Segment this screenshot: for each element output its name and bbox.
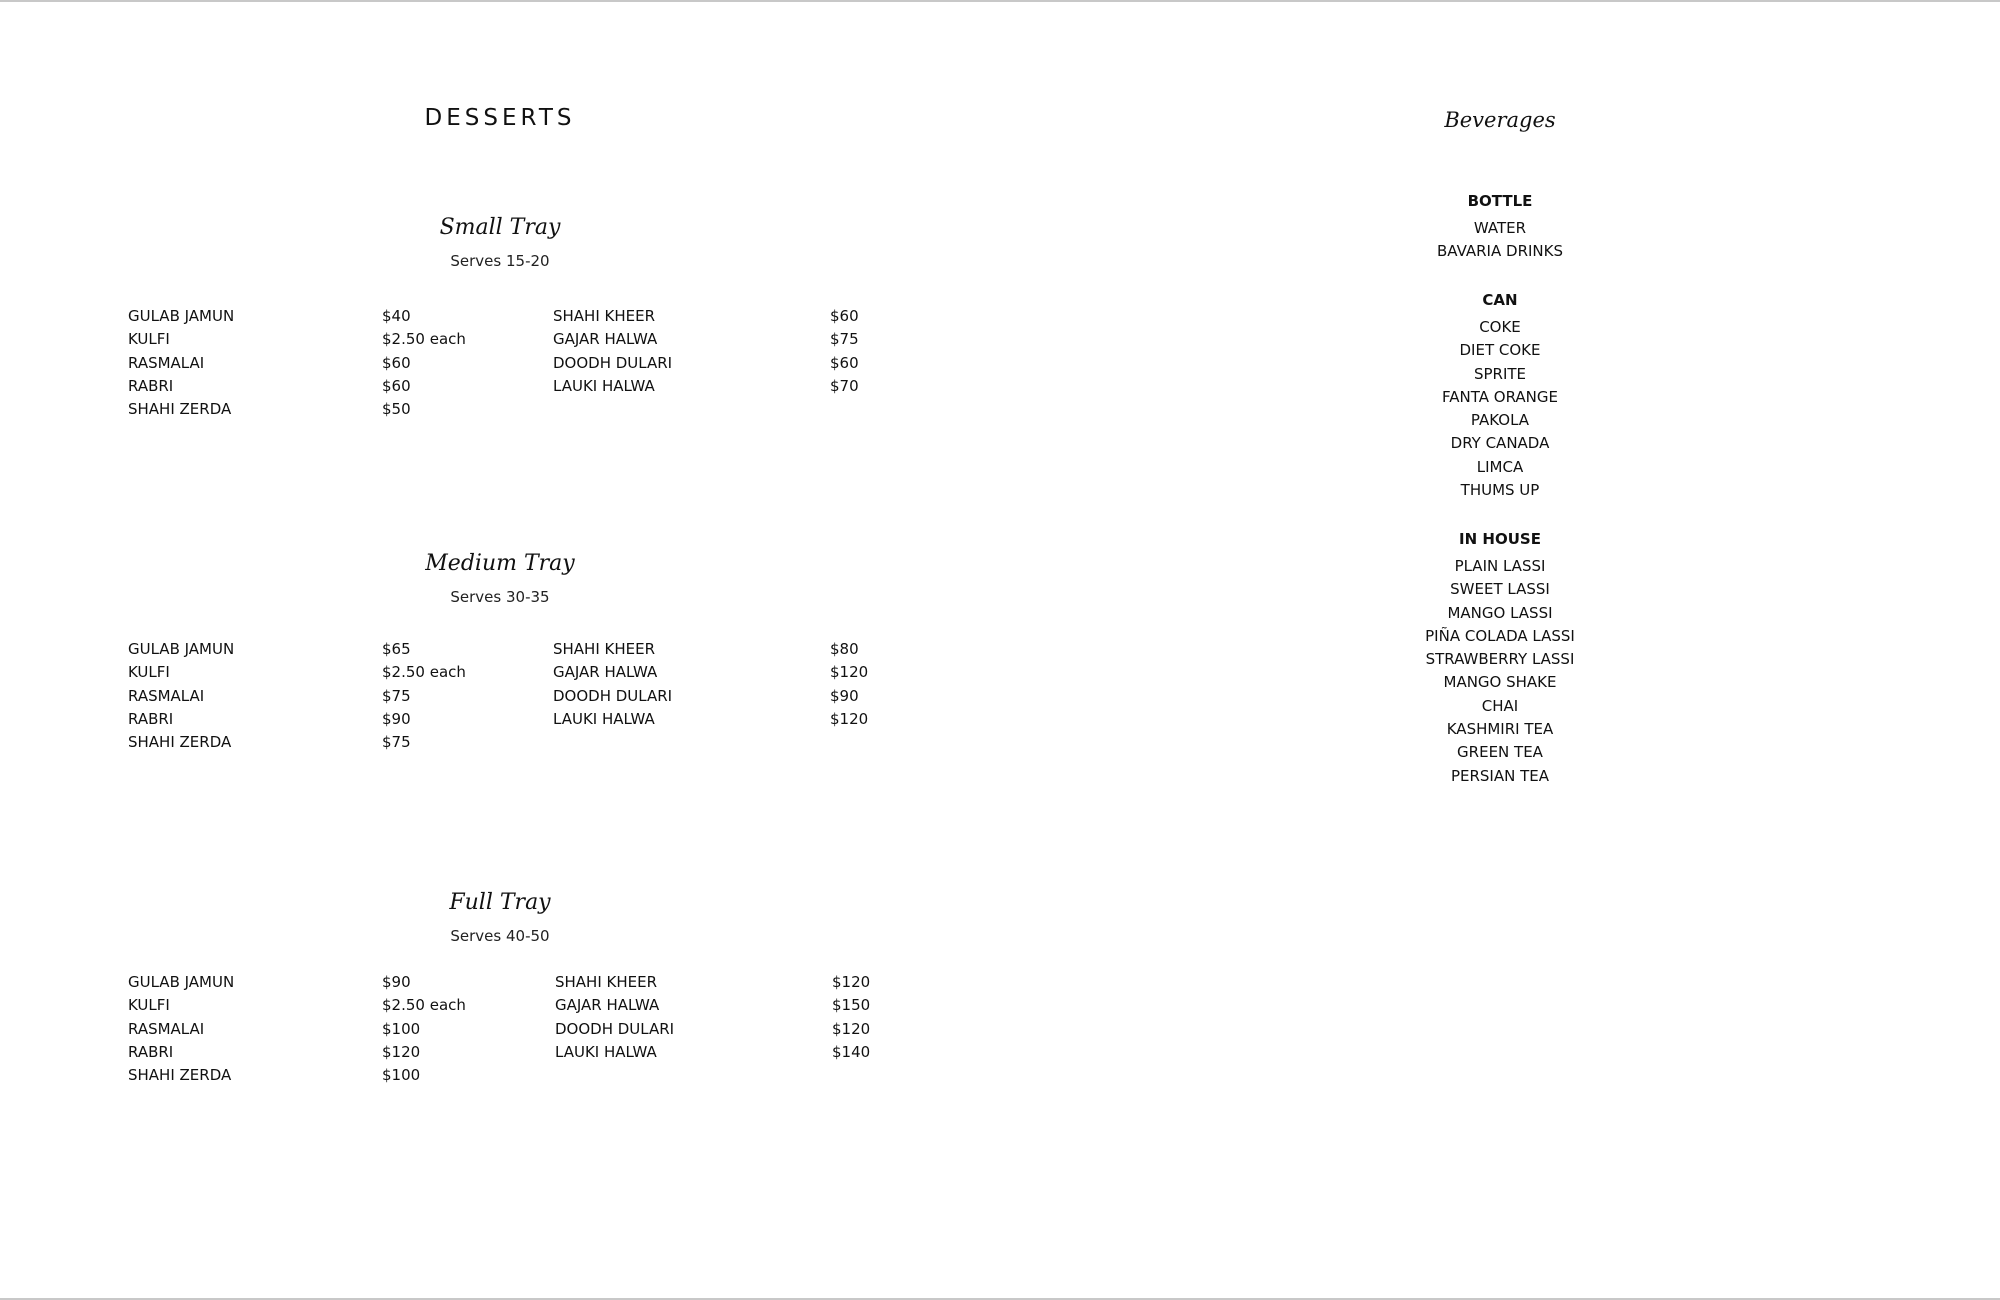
tray-title: Small Tray (439, 215, 561, 240)
menu-item-name: GAJAR HALWA (553, 330, 658, 349)
menu-item-name: RABRI (128, 709, 174, 728)
beverage-group-bottle (1350, 191, 1650, 264)
menu-item-name: KULFI (128, 663, 170, 682)
tray-serves: Serves 30-35 (450, 588, 550, 606)
menu-item-price: $100 (382, 1019, 421, 1038)
top-divider (0, 0, 2000, 2)
menu-item-price: $2.50 each (382, 996, 466, 1015)
beverage-item: GREEN TEA (1457, 743, 1543, 762)
menu-item-price: $75 (382, 686, 411, 705)
menu-item-name: LAUKI HALWA (553, 376, 655, 395)
beverage-item: PERSIAN TEA (1450, 766, 1550, 785)
beverage-item: SPRITE (1473, 364, 1527, 383)
menu-item-price: $60 (830, 307, 859, 325)
menu-item-name: RASMALAI (128, 1019, 205, 1038)
beverage-item: MANGO SHAKE (1443, 673, 1557, 692)
menu-item-price: $60 (830, 353, 859, 372)
menu-item-price: $75 (830, 330, 859, 349)
beverage-item: PAKOLA (1470, 411, 1530, 430)
menu-item-price: $40 (382, 307, 411, 325)
menu-item-price: $60 (382, 353, 411, 372)
menu-item-price: $80 (830, 640, 859, 658)
menu-item-name: GULAB JAMUN (128, 640, 235, 658)
menu-item-name: DOODH DULARI (553, 353, 673, 372)
menu-item-name: RASMALAI (128, 686, 205, 705)
menu-item-price: $90 (382, 973, 411, 991)
menu-item-name: LAUKI HALWA (555, 1042, 657, 1061)
menu-item-price: $90 (830, 686, 859, 705)
menu-item-name: GAJAR HALWA (555, 996, 660, 1015)
menu-item-name: DOODH DULARI (553, 686, 673, 705)
beverage-item: CHAI (1481, 696, 1519, 715)
beverage-item: DRY CANADA (1450, 434, 1550, 453)
tray-title: Full Tray (449, 890, 551, 915)
menu-item-price: $60 (382, 376, 411, 395)
menu-item-name: RABRI (128, 376, 174, 395)
menu-item-price: $90 (382, 709, 411, 728)
menu-item-price: $50 (382, 400, 411, 419)
menu-item-name: DOODH DULARI (555, 1019, 675, 1038)
menu-item-price: $120 (832, 1019, 871, 1038)
menu-item-name: SHAHI ZERDA (128, 1066, 232, 1085)
menu-item-name: SHAHI ZERDA (128, 733, 232, 752)
menu-item-price: $150 (832, 996, 871, 1015)
menu-item-price: $70 (830, 376, 859, 395)
beverage-item: BAVARIA DRINKS (1436, 242, 1563, 261)
beverage-item: LIMCA (1476, 457, 1524, 476)
beverage-item: FANTA ORANGE (1442, 387, 1558, 406)
beverage-item: KASHMIRI TEA (1446, 720, 1554, 739)
beverage-item: STRAWBERRY LASSI (1425, 650, 1575, 669)
beverage-item: DIET COKE (1459, 341, 1541, 360)
menu-item-name: SHAHI KHEER (555, 973, 658, 991)
beverage-group-title: IN HOUSE (1459, 530, 1541, 548)
beverage-item: SWEET LASSI (1450, 580, 1550, 599)
menu-item-name: RASMALAI (128, 353, 205, 372)
beverage-group-can (1350, 290, 1650, 502)
menu-item-price: $120 (832, 973, 871, 991)
menu-item-price: $100 (382, 1066, 421, 1085)
tray-serves: Serves 40-50 (450, 927, 550, 945)
beverages-heading: Beverages (1444, 108, 1556, 132)
beverage-item: THUMS UP (1460, 481, 1540, 500)
beverage-item: WATER (1473, 219, 1527, 237)
menu-item-price: $75 (382, 733, 411, 752)
beverage-group-title: CAN (1482, 291, 1518, 309)
menu-item-name: GULAB JAMUN (128, 307, 235, 325)
menu-item-price: $140 (832, 1042, 871, 1061)
beverage-item: PIÑA COLADA LASSI (1425, 626, 1575, 645)
menu-item-name: RABRI (128, 1042, 174, 1061)
beverage-item: COKE (1479, 318, 1521, 336)
desserts-heading: DESSERTS (424, 105, 576, 131)
menu-item-name: GULAB JAMUN (128, 973, 235, 991)
menu-item-price: $2.50 each (382, 663, 466, 682)
tray-serves: Serves 15-20 (450, 252, 550, 270)
menu-item-name: LAUKI HALWA (553, 709, 655, 728)
menu-item-name: SHAHI ZERDA (128, 400, 232, 419)
menu-item-price: $120 (830, 709, 869, 728)
menu-item-price: $120 (382, 1042, 421, 1061)
menu-item-name: SHAHI KHEER (553, 307, 656, 325)
menu-item-name: KULFI (128, 996, 170, 1015)
menu-item-price: $65 (382, 640, 411, 658)
beverage-item: PLAIN LASSI (1454, 557, 1546, 575)
menu-item-name: SHAHI KHEER (553, 640, 656, 658)
menu-item-name: KULFI (128, 330, 170, 349)
beverage-group-in-house (1350, 529, 1650, 788)
tray-title: Medium Tray (425, 551, 575, 576)
beverage-item: MANGO LASSI (1447, 603, 1553, 622)
menu-item-price: $120 (830, 663, 869, 682)
menu-item-price: $2.50 each (382, 330, 466, 349)
menu-item-name: GAJAR HALWA (553, 663, 658, 682)
beverage-group-title: BOTTLE (1467, 192, 1533, 210)
